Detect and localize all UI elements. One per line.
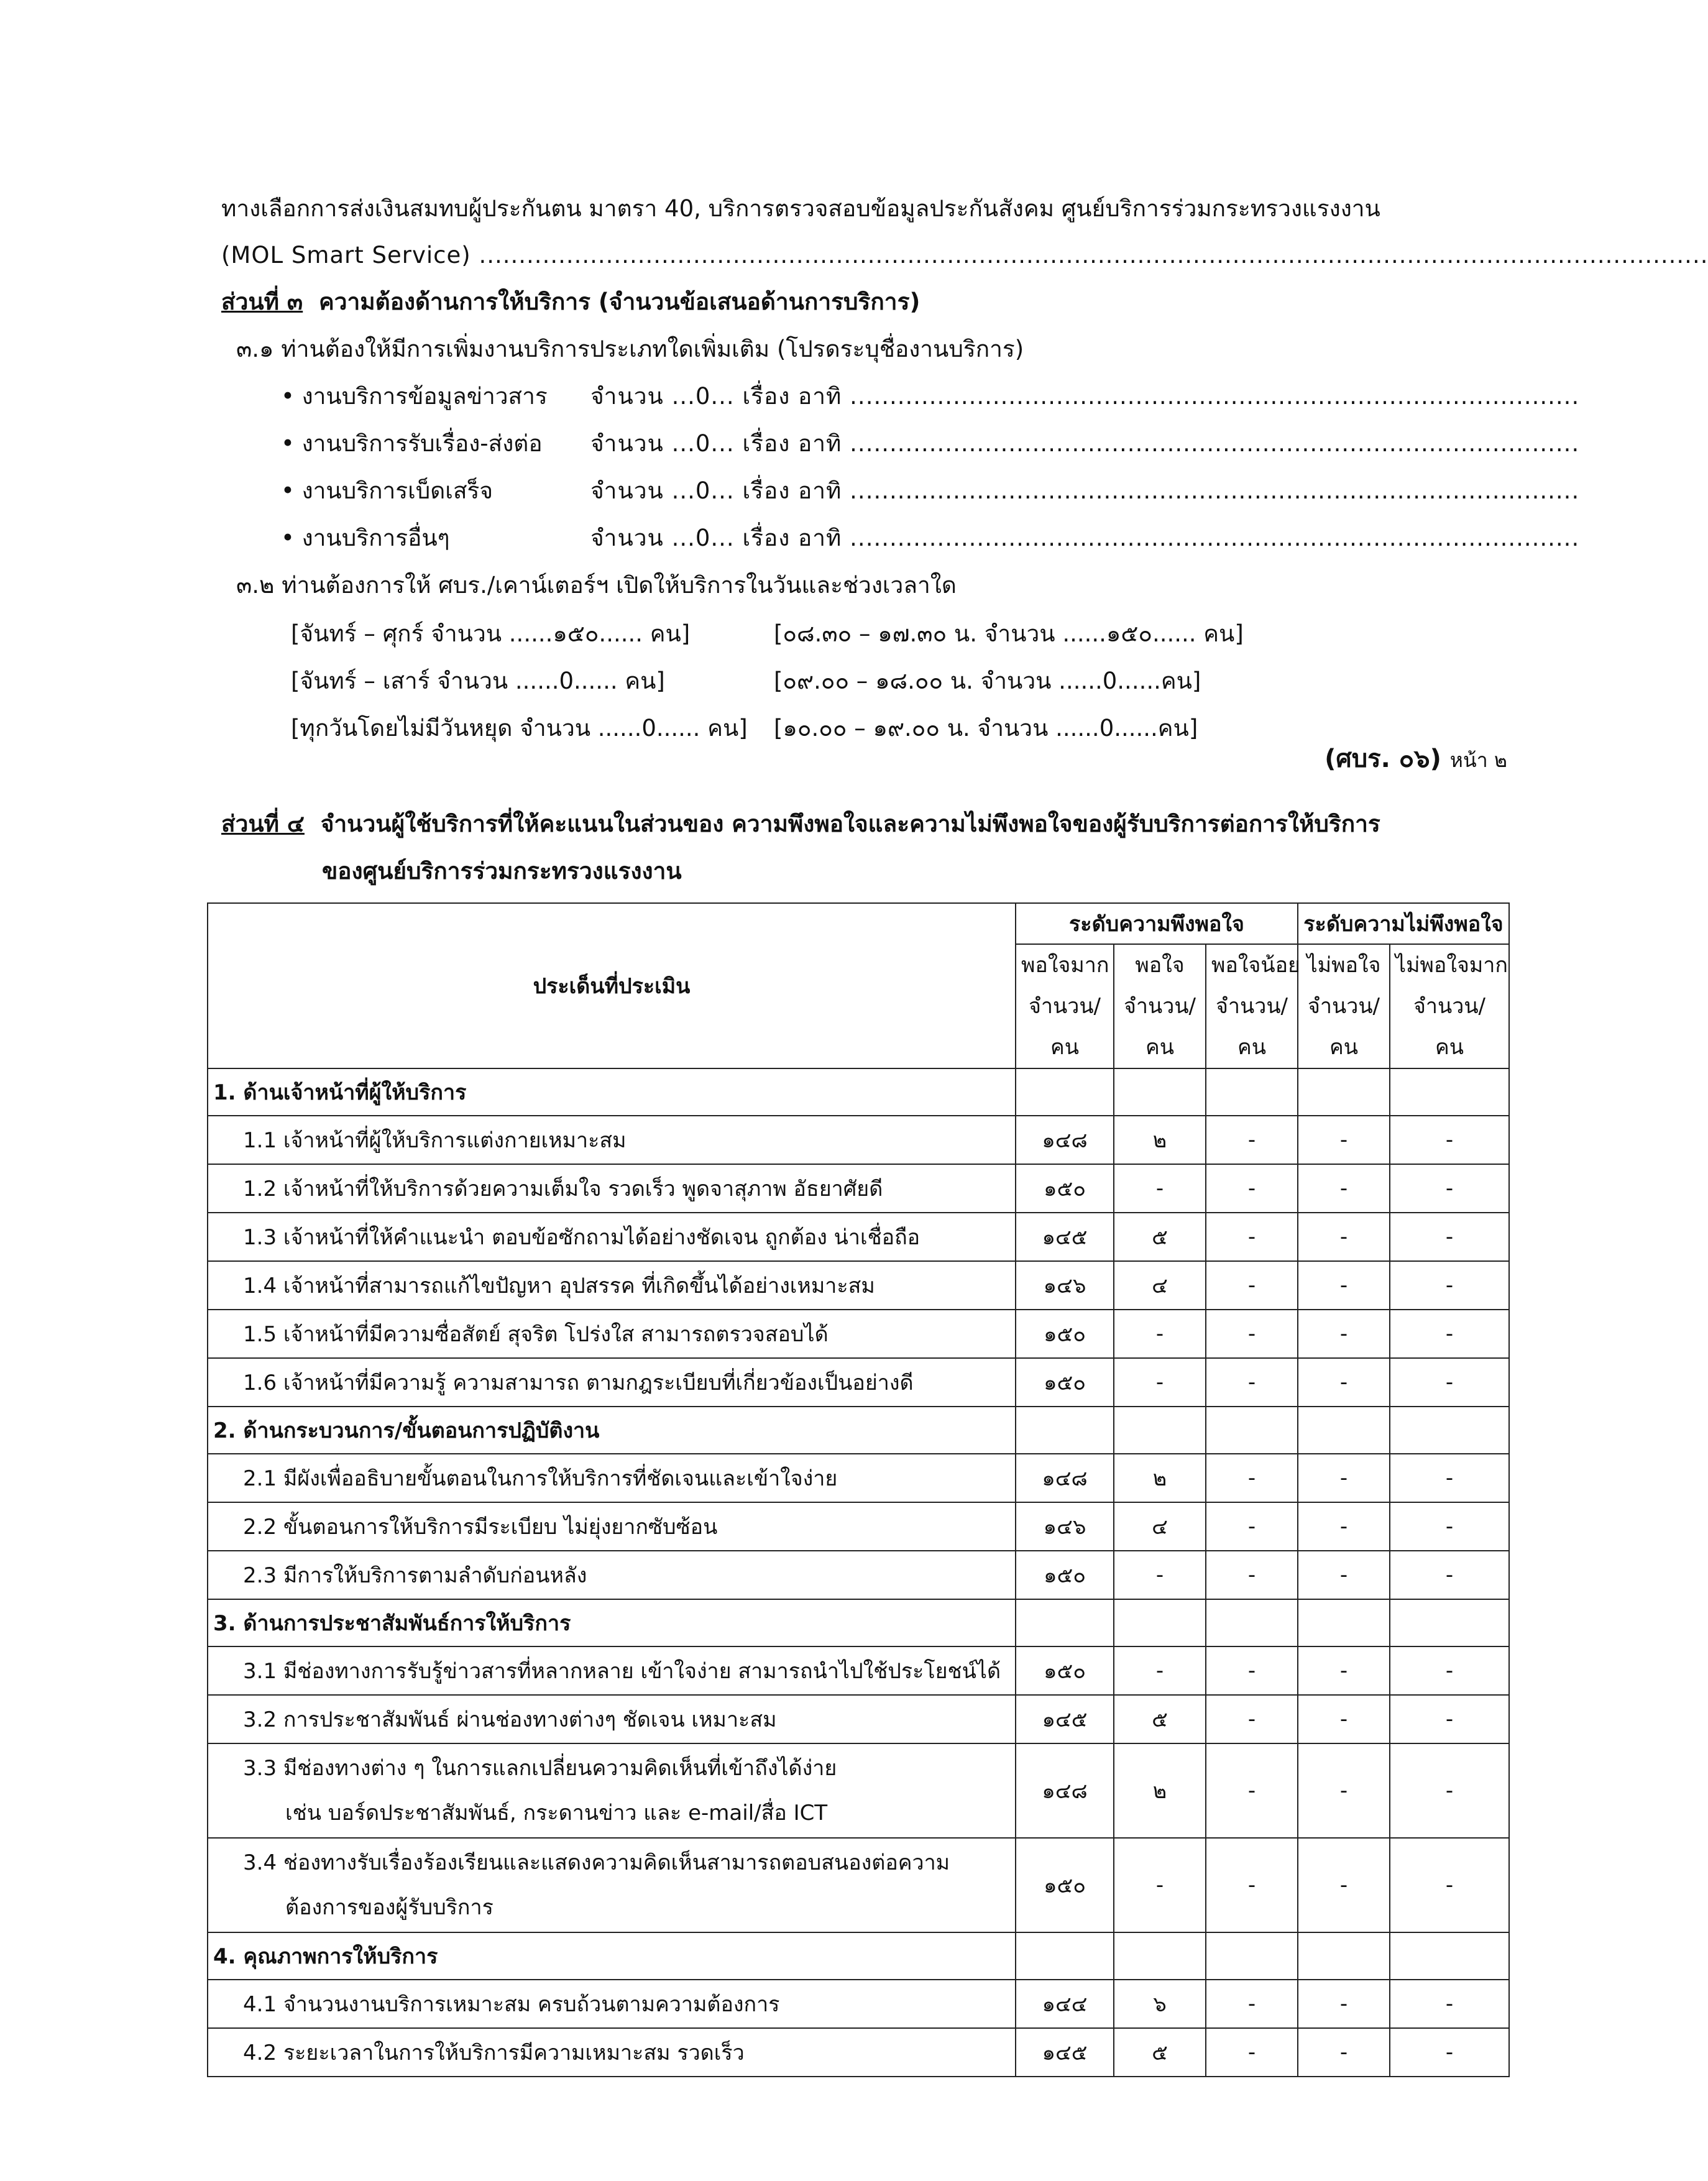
table-row bbox=[208, 1116, 1509, 1164]
table-row bbox=[208, 1695, 1509, 1743]
empty-cell bbox=[1298, 1932, 1390, 1980]
count-cell: - bbox=[1390, 1980, 1509, 2028]
empty-cell bbox=[1114, 1068, 1206, 1116]
count-cell: ๕ bbox=[1114, 1213, 1206, 1261]
count-cell: - bbox=[1206, 1116, 1298, 1164]
count-cell: - bbox=[1390, 1261, 1509, 1310]
empty-cell bbox=[1390, 1068, 1509, 1116]
service-name: • งานบริการข้อมูลข่าวสาร bbox=[281, 383, 548, 410]
count-cell: ๑๕๐ bbox=[1016, 1164, 1114, 1213]
count-cell: ๒ bbox=[1114, 1116, 1206, 1164]
table-row bbox=[208, 1310, 1509, 1358]
empty-cell bbox=[1206, 1407, 1298, 1454]
schedule-time: [๐๙.๐๐ – ๑๘.๐๐ น. จำนวน ......0......คน] bbox=[774, 668, 1201, 694]
count-cell: - bbox=[1298, 1164, 1390, 1213]
empty-cell bbox=[1298, 1407, 1390, 1454]
count-cell: - bbox=[1114, 1358, 1206, 1407]
count-cell: ๕ bbox=[1114, 2028, 1206, 2077]
empty-cell bbox=[1016, 1599, 1114, 1646]
count-cell: - bbox=[1206, 1454, 1298, 1502]
service-count: จำนวน ...0... เรื่อง อาทิ ............................................................................................ bbox=[590, 430, 1580, 457]
satisfaction-header: ระดับความพึงพอใจ bbox=[1016, 903, 1298, 944]
service-name: • งานบริการอื่นๆ bbox=[281, 525, 450, 551]
count-cell: - bbox=[1390, 2028, 1509, 2077]
criterion-label: 3.3 มีช่องทางต่าง ๆ ในการแลกเปลี่ยนความคิดเห็นที่เข้าถึงได้ง่าย เช่น บอร์ดประชาสัมพันธ์, กระดานข่าว และ e-mail/สื่อ ICT bbox=[208, 1743, 1016, 1838]
empty-cell bbox=[1298, 1068, 1390, 1116]
criterion-label: 4.2 ระยะเวลาในการให้บริการมีความเหมาะสม รวดเร็ว bbox=[208, 2028, 1016, 2077]
empty-cell bbox=[1206, 1932, 1298, 1980]
count-cell: ๑๕๐ bbox=[1016, 1646, 1114, 1695]
table-row bbox=[208, 1164, 1509, 1213]
count-cell: - bbox=[1390, 1551, 1509, 1599]
count-cell: - bbox=[1206, 1164, 1298, 1213]
table-section-row bbox=[208, 1068, 1509, 1116]
part4-label: ส่วนที่ ๔ bbox=[221, 810, 305, 837]
section-title: 2. ด้านกระบวนการ/ขั้นตอนการปฏิบัติงาน bbox=[208, 1407, 1016, 1454]
count-cell: - bbox=[1390, 1838, 1509, 1932]
count-cell: - bbox=[1114, 1646, 1206, 1695]
criterion-label: 1.2 เจ้าหน้าที่ให้บริการด้วยความเต็มใจ รวดเร็ว พูดจาสุภาพ อัธยาศัยดี bbox=[208, 1164, 1016, 1213]
dissatisfaction-header: ระดับความไม่พึงพอใจ bbox=[1298, 903, 1509, 944]
table-row bbox=[208, 1838, 1509, 1932]
criterion-label: 3.2 การประชาสัมพันธ์ ผ่านช่องทางต่างๆ ชัดเจน เหมาะสม bbox=[208, 1695, 1016, 1743]
count-cell: ๑๔๕ bbox=[1016, 1695, 1114, 1743]
service-count: จำนวน ...0... เรื่อง อาทิ ............................................................................................ bbox=[590, 525, 1580, 551]
count-cell: - bbox=[1298, 1646, 1390, 1695]
count-cell: - bbox=[1206, 1646, 1298, 1695]
count-cell: - bbox=[1206, 1551, 1298, 1599]
criterion-label: 1.1 เจ้าหน้าที่ผู้ให้บริการแต่งกายเหมาะสม bbox=[208, 1116, 1016, 1164]
count-cell: - bbox=[1206, 1980, 1298, 2028]
service-count: จำนวน ...0... เรื่อง อาทิ ............................................................................................ bbox=[590, 383, 1580, 410]
count-cell: - bbox=[1114, 1164, 1206, 1213]
count-cell: - bbox=[1390, 1646, 1509, 1695]
empty-cell bbox=[1114, 1599, 1206, 1646]
service-name: • งานบริการรับเรื่อง-ส่งต่อ bbox=[281, 430, 543, 457]
empty-cell bbox=[1298, 1599, 1390, 1646]
count-cell: - bbox=[1206, 1261, 1298, 1310]
criterion-label: 1.4 เจ้าหน้าที่สามารถแก้ไขปัญหา อุปสรรค ที่เกิดขึ้นได้อย่างเหมาะสม bbox=[208, 1261, 1016, 1310]
count-cell: - bbox=[1390, 1164, 1509, 1213]
table-row bbox=[208, 1358, 1509, 1407]
count-cell: - bbox=[1298, 1116, 1390, 1164]
count-cell: - bbox=[1298, 1838, 1390, 1932]
criterion-label: 3.4 ช่องทางรับเรื่องร้องเรียนและแสดงความคิดเห็นสามารถตอบสนองต่อความ ต้องการของผู้รับบริการ bbox=[208, 1838, 1016, 1932]
count-cell: - bbox=[1298, 1454, 1390, 1502]
count-cell: ๖ bbox=[1114, 1980, 1206, 2028]
column-header: พอใจมาก จำนวน/ คน bbox=[1016, 944, 1114, 1068]
count-cell: - bbox=[1298, 1980, 1390, 2028]
count-cell: ๑๕๐ bbox=[1016, 1838, 1114, 1932]
count-cell: ๕ bbox=[1114, 1695, 1206, 1743]
section-title: 3. ด้านการประชาสัมพันธ์การให้บริการ bbox=[208, 1599, 1016, 1646]
schedule-days: [จันทร์ – เสาร์ จำนวน ......0...... คน] bbox=[291, 668, 665, 694]
service-count: จำนวน ...0... เรื่อง อาทิ ............................................................................................ bbox=[590, 477, 1580, 504]
table-row bbox=[208, 1743, 1509, 1838]
part3-heading bbox=[221, 286, 920, 318]
count-cell: ๑๕๐ bbox=[1016, 1310, 1114, 1358]
count-cell: ๑๕๐ bbox=[1016, 1551, 1114, 1599]
count-cell: - bbox=[1114, 1838, 1206, 1932]
table-row bbox=[208, 1980, 1509, 2028]
table-section-row bbox=[208, 1932, 1509, 1980]
count-cell: ๑๕๐ bbox=[1016, 1358, 1114, 1407]
part3-question-2: ๓.๒ ท่านต้องการให้ ศบร./เคาน์เตอร์ฯ เปิดให้บริการในวันและช่วงเวลาใด bbox=[236, 572, 957, 599]
count-cell: - bbox=[1114, 1551, 1206, 1599]
count-cell: ๒ bbox=[1114, 1743, 1206, 1838]
count-cell: - bbox=[1298, 1502, 1390, 1551]
count-cell: - bbox=[1298, 1310, 1390, 1358]
criterion-label: 3.1 มีช่องทางการรับรู้ข่าวสารที่หลากหลาย เข้าใจง่าย สามารถนำไปใช้ประโยชน์ได้ bbox=[208, 1646, 1016, 1695]
criterion-label: 1.5 เจ้าหน้าที่มีความซื่อสัตย์ สุจริต โปร่งใส สามารถตรวจสอบได้ bbox=[208, 1310, 1016, 1358]
intro-line-2: (MOL Smart Service) ........................................................................................................................................................... bbox=[221, 242, 1708, 269]
count-cell: - bbox=[1390, 1213, 1509, 1261]
schedule-days: [ทุกวันโดยไม่มีวันหยุด จำนวน ......0...... คน] bbox=[291, 715, 748, 742]
part3-question-1: ๓.๑ ท่านต้องให้มีการเพิ่มงานบริการประเภทใดเพิ่มเติม (โปรดระบุชื่องานบริการ) bbox=[236, 336, 1024, 362]
count-cell: ๑๔๘ bbox=[1016, 1454, 1114, 1502]
empty-cell bbox=[1016, 1407, 1114, 1454]
empty-cell bbox=[1114, 1932, 1206, 1980]
count-cell: - bbox=[1206, 1695, 1298, 1743]
criterion-label: 2.3 มีการให้บริการตามลำดับก่อนหลัง bbox=[208, 1551, 1016, 1599]
count-cell: ๒ bbox=[1114, 1454, 1206, 1502]
count-cell: - bbox=[1298, 2028, 1390, 2077]
empty-cell bbox=[1016, 1068, 1114, 1116]
table-header-row bbox=[208, 903, 1509, 944]
count-cell: - bbox=[1298, 1261, 1390, 1310]
criterion-label: 2.2 ขั้นตอนการให้บริการมีระเบียบ ไม่ยุ่งยากซับซ้อน bbox=[208, 1502, 1016, 1551]
table-row bbox=[208, 1646, 1509, 1695]
part4-title-line-1: จำนวนผู้ใช้บริการที่ให้คะแนนในส่วนของ ความพึงพอใจและความไม่พึงพอใจของผู้รับบริการต่อการให้บริการ bbox=[320, 810, 1380, 837]
count-cell: ๑๔๖ bbox=[1016, 1502, 1114, 1551]
count-cell: ๑๔๘ bbox=[1016, 1116, 1114, 1164]
topic-header: ประเด็นที่ประเมิน bbox=[208, 903, 1016, 1068]
table-row bbox=[208, 1261, 1509, 1310]
count-cell: - bbox=[1390, 1310, 1509, 1358]
evaluation-table bbox=[207, 902, 1510, 2077]
criterion-label: 1.6 เจ้าหน้าที่มีความรู้ ความสามารถ ตามกฎระเบียบที่เกี่ยวข้องเป็นอย่างดี bbox=[208, 1358, 1016, 1407]
table-row bbox=[208, 1551, 1509, 1599]
count-cell: - bbox=[1390, 1695, 1509, 1743]
count-cell: - bbox=[1390, 1502, 1509, 1551]
count-cell: - bbox=[1206, 1310, 1298, 1358]
table-row bbox=[208, 1213, 1509, 1261]
count-cell: - bbox=[1298, 1551, 1390, 1599]
count-cell: - bbox=[1390, 1358, 1509, 1407]
section-title: 1. ด้านเจ้าหน้าที่ผู้ให้บริการ bbox=[208, 1068, 1016, 1116]
empty-cell bbox=[1114, 1407, 1206, 1454]
column-header: ไม่พอใจมาก จำนวน/ คน bbox=[1390, 944, 1509, 1068]
service-name: • งานบริการเบ็ดเสร็จ bbox=[281, 477, 494, 504]
count-cell: ๔ bbox=[1114, 1261, 1206, 1310]
count-cell: ๑๔๖ bbox=[1016, 1261, 1114, 1310]
criterion-label: 2.1 มีผังเพื่ออธิบายขั้นตอนในการให้บริการที่ชัดเจนและเข้าใจง่าย bbox=[208, 1454, 1016, 1502]
schedule-time: [๐๘.๓๐ – ๑๗.๓๐ น. จำนวน ......๑๕๐...... คน] bbox=[774, 620, 1244, 647]
empty-cell bbox=[1390, 1932, 1509, 1980]
count-cell: - bbox=[1390, 1116, 1509, 1164]
part3-title: ความต้องด้านการให้บริการ (จำนวนข้อเสนอด้านการบริการ) bbox=[318, 288, 921, 315]
table-row bbox=[208, 2028, 1509, 2077]
count-cell: - bbox=[1298, 1695, 1390, 1743]
count-cell: ๑๔๕ bbox=[1016, 1213, 1114, 1261]
count-cell: - bbox=[1298, 1358, 1390, 1407]
part4-heading bbox=[221, 808, 1380, 840]
count-cell: - bbox=[1298, 1213, 1390, 1261]
count-cell: - bbox=[1206, 1213, 1298, 1261]
page-number: หน้า ๒ bbox=[1449, 748, 1507, 772]
part3-label: ส่วนที่ ๓ bbox=[221, 288, 303, 315]
table-section-row bbox=[208, 1599, 1509, 1646]
count-cell: - bbox=[1114, 1310, 1206, 1358]
count-cell: - bbox=[1206, 2028, 1298, 2077]
form-code: (ศบร. ๐๖) bbox=[1325, 745, 1441, 773]
count-cell: ๔ bbox=[1114, 1502, 1206, 1551]
form-code-footer bbox=[1325, 738, 1507, 778]
section-title: 4. คุณภาพการให้บริการ bbox=[208, 1932, 1016, 1980]
table-section-row bbox=[208, 1407, 1509, 1454]
criterion-label: 4.1 จำนวนงานบริการเหมาะสม ครบถ้วนตามความต้องการ bbox=[208, 1980, 1016, 2028]
count-cell: - bbox=[1390, 1454, 1509, 1502]
count-cell: - bbox=[1206, 1502, 1298, 1551]
empty-cell bbox=[1206, 1068, 1298, 1116]
count-cell: ๑๔๔ bbox=[1016, 1980, 1114, 2028]
intro-line-1: ทางเลือกการส่งเงินสมทบผู้ประกันตน มาตรา 40, บริการตรวจสอบข้อมูลประกันสังคม ศูนย์บริการร่วมกระทรวงแรงงาน bbox=[221, 195, 1380, 222]
table-row bbox=[208, 1502, 1509, 1551]
empty-cell bbox=[1206, 1599, 1298, 1646]
count-cell: - bbox=[1390, 1743, 1509, 1838]
criterion-label: 1.3 เจ้าหน้าที่ให้คำแนะนำ ตอบข้อซักถามได้อย่างชัดเจน ถูกต้อง น่าเชื่อถือ bbox=[208, 1213, 1016, 1261]
part4-title-line-2: ของศูนย์บริการร่วมกระทรวงแรงงาน bbox=[322, 858, 682, 884]
empty-cell bbox=[1016, 1932, 1114, 1980]
count-cell: ๑๔๕ bbox=[1016, 2028, 1114, 2077]
schedule-time: [๑๐.๐๐ – ๑๙.๐๐ น. จำนวน ......0......คน] bbox=[774, 715, 1198, 742]
count-cell: - bbox=[1298, 1743, 1390, 1838]
count-cell: - bbox=[1206, 1743, 1298, 1838]
count-cell: - bbox=[1206, 1838, 1298, 1932]
column-header: ไม่พอใจ จำนวน/ คน bbox=[1298, 944, 1390, 1068]
count-cell: ๑๔๘ bbox=[1016, 1743, 1114, 1838]
empty-cell bbox=[1390, 1407, 1509, 1454]
column-header: พอใจน้อย จำนวน/ คน bbox=[1206, 944, 1298, 1068]
empty-cell bbox=[1390, 1599, 1509, 1646]
table-row bbox=[208, 1454, 1509, 1502]
column-header: พอใจ จำนวน/ คน bbox=[1114, 944, 1206, 1068]
schedule-days: [จันทร์ – ศุกร์ จำนวน ......๑๕๐...... คน] bbox=[291, 620, 691, 647]
count-cell: - bbox=[1206, 1358, 1298, 1407]
